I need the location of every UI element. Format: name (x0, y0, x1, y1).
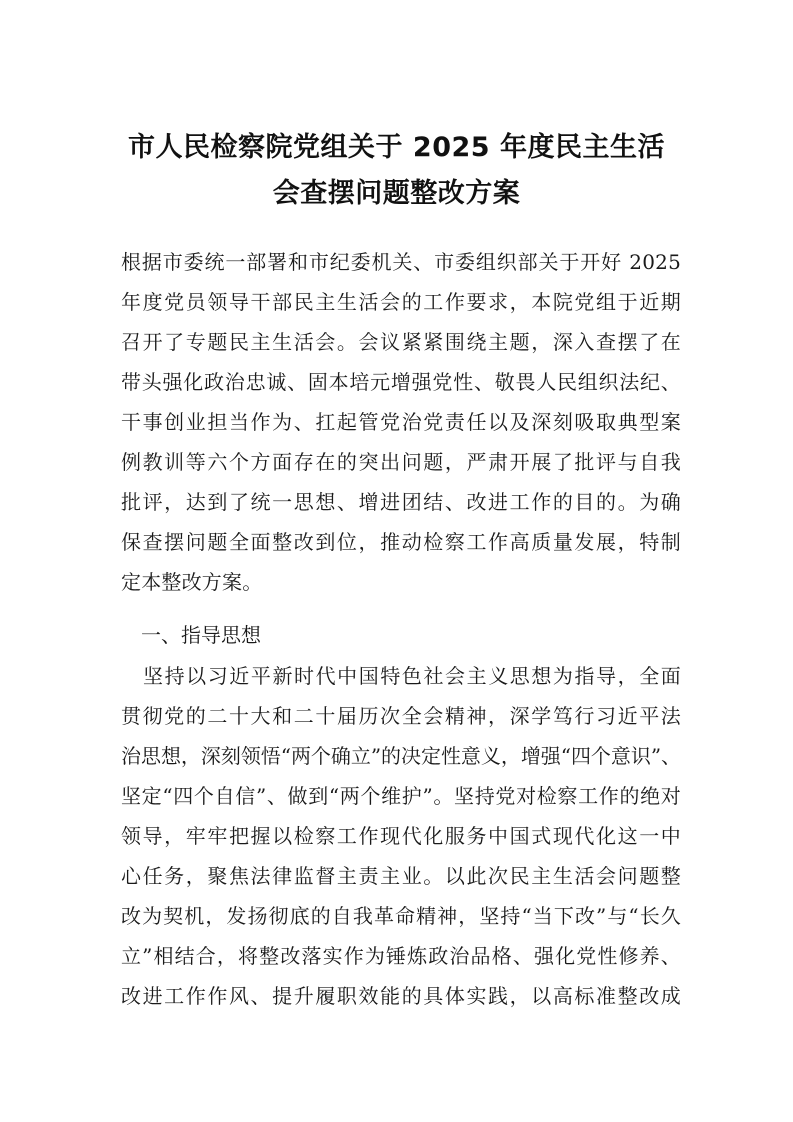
intro-paragraph-line: 根据市委统一部署和市纪委机关、市委组织部关于开好 2025 (121, 250, 681, 274)
section-heading-guiding-ideology: 一、指导思想 (141, 623, 261, 647)
intro-paragraph-line: 保查摆问题全面整改到位，推动检察工作高质量发展，特制 (121, 530, 681, 554)
intro-paragraph-line: 批评，达到了统一思想、增进团结、改进工作的目的。为确 (121, 490, 681, 514)
section-paragraph-line: 立”相结合，将整改落实作为锤炼政治品格、强化党性修养、 (121, 944, 681, 968)
intro-paragraph-line: 年度党员领导干部民主生活会的工作要求，本院党组于近期 (121, 290, 681, 314)
section-paragraph-line: 改为契机，发扬彻底的自我革命精神，坚持“当下改”与“长久 (121, 904, 681, 928)
intro-paragraph-line: 带头强化政治忠诚、固本培元增强党性、敬畏人民组织法纪、 (121, 370, 681, 394)
intro-paragraph-line: 例教训等六个方面存在的突出问题，严肃开展了批评与自我 (121, 450, 681, 474)
section-paragraph-line: 贯彻党的二十大和二十届历次全会精神，深学笃行习近平法 (121, 704, 681, 728)
section-paragraph-line: 治思想，深刻领悟“两个确立”的决定性意义，增强“四个意识”、 (121, 744, 681, 768)
document-title-line-2: 会查摆问题整改方案 (272, 178, 521, 209)
document-title-line-1: 市人民检察院党组关于 2025 年度民主生活 (128, 132, 665, 163)
section-paragraph-line: 坚定“四个自信”、做到“两个维护”。坚持党对检察工作的绝对 (121, 784, 681, 808)
intro-paragraph-line: 召开了专题民主生活会。会议紧紧围绕主题，深入查摆了在 (121, 330, 681, 354)
section-paragraph-line: 坚持以习近平新时代中国特色社会主义思想为指导，全面 (143, 664, 681, 688)
intro-paragraph-line: 干事创业担当作为、扛起管党治党责任以及深刻吸取典型案 (121, 410, 681, 434)
intro-paragraph-line: 定本整改方案。 (121, 570, 263, 594)
section-paragraph-line: 心任务，聚焦法律监督主责主业。以此次民主生活会问题整 (121, 864, 681, 888)
section-paragraph-line: 改进工作作风、提升履职效能的具体实践，以高标准整改成 (121, 984, 681, 1008)
section-paragraph-line: 领导，牢牢把握以检察工作现代化服务中国式现代化这一中 (121, 824, 681, 848)
